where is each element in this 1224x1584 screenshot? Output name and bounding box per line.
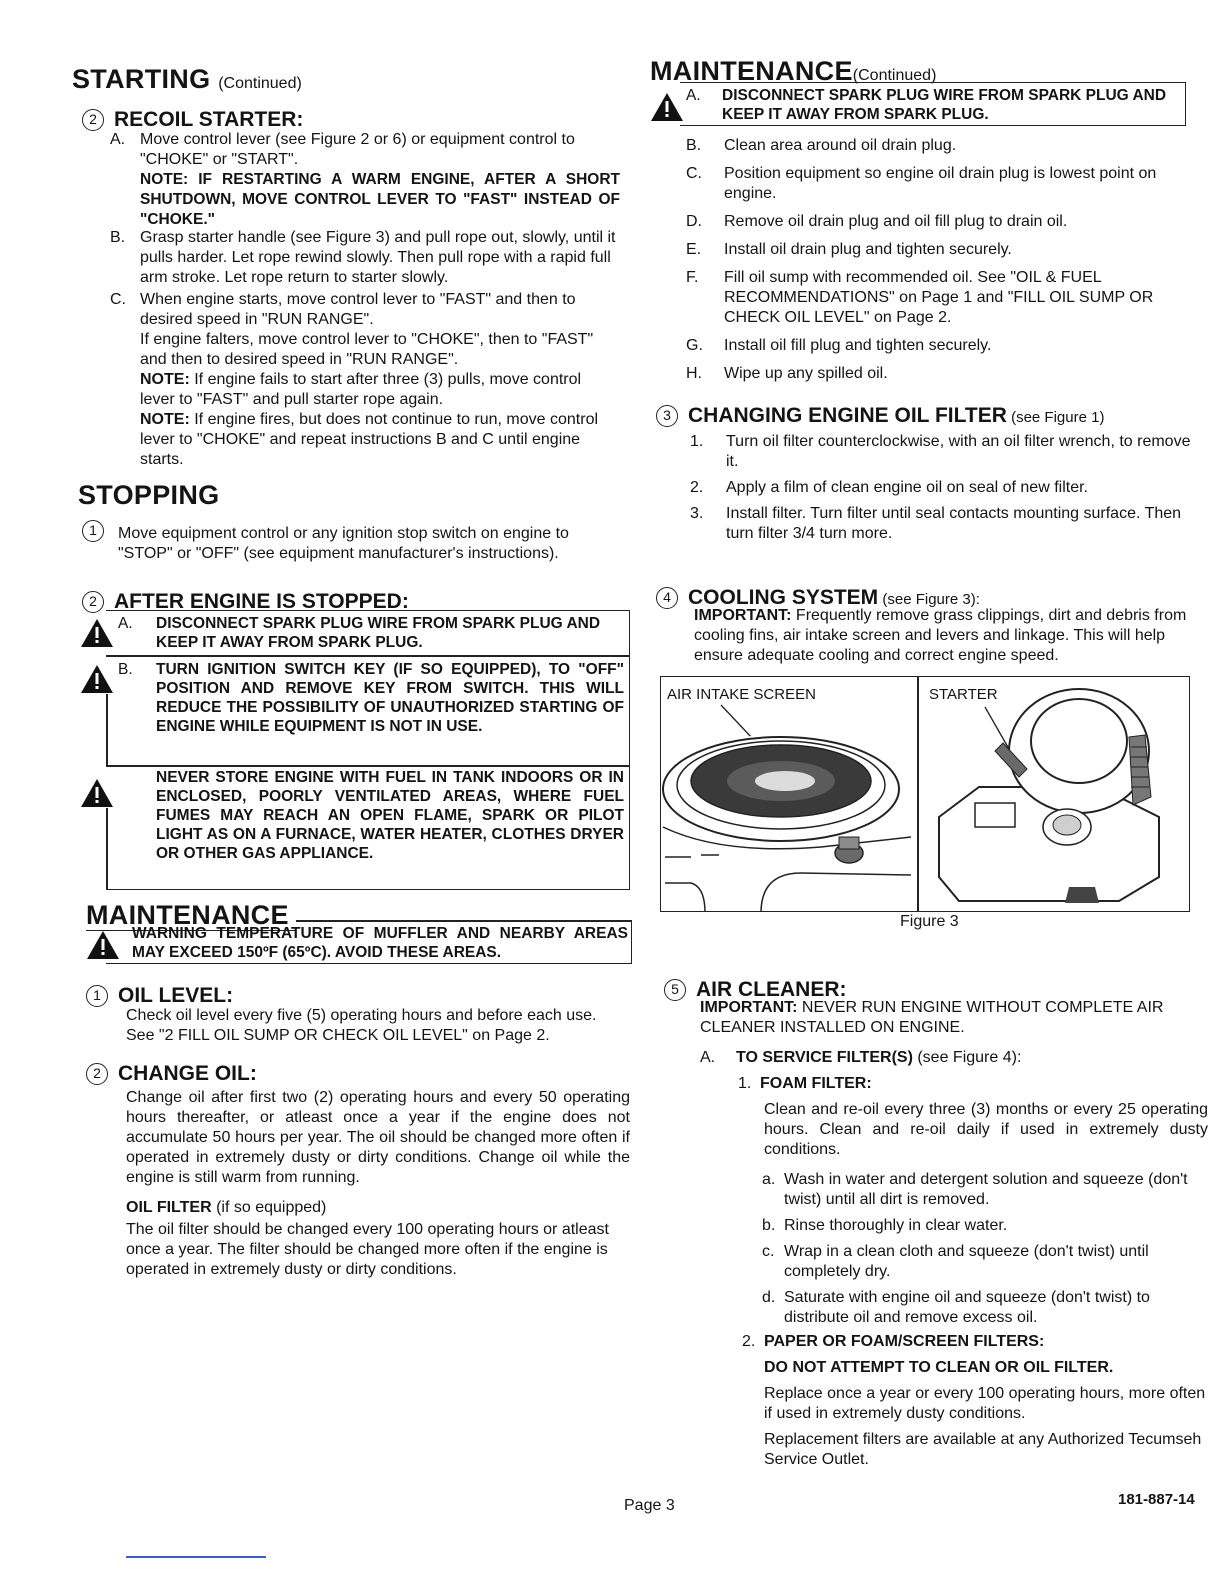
maintenance-continued-heading: MAINTENANCE(Continued) <box>650 56 937 86</box>
air-intake-screen-label: AIR INTAKE SCREEN <box>667 686 816 703</box>
oil-level-text: Check oil level every five (5) operating hours and before each use. See "2 FILL OIL SUMP OR CHECK OIL LEVEL" on Page 2. <box>126 1007 597 1044</box>
maintenance-warning-text: WARNING TEMPERATURE OF MUFFLER AND NEARBY AREAS MAY EXCEED 150ºF (65ºC). AVOID THESE AREAS. <box>132 925 628 961</box>
cooling-system-heading: 4 COOLING SYSTEM (see Figure 3): <box>656 586 980 612</box>
warning-a-text: A. DISCONNECT SPARK PLUG WIRE FROM SPARK PLUG AND KEEP IT AWAY FROM SPARK PLUG. <box>118 615 601 651</box>
footer-rule <box>126 1556 266 1558</box>
warning-triangle-icon <box>80 664 114 694</box>
oil-change-steps <box>686 136 1196 384</box>
step-g: G. Install oil fill plug and tighten securely. <box>686 337 992 354</box>
page-number: Page 3 <box>624 1497 675 1514</box>
service-filters-step: A. TO SERVICE FILTER(S) (see Figure 4): <box>700 1049 1022 1066</box>
starting-heading: STARTING (Continued) <box>72 64 302 94</box>
warning-triangle-icon <box>650 92 684 122</box>
stopping-heading: STOPPING <box>78 480 220 510</box>
document-code: 181-887-14 <box>1118 1491 1195 1508</box>
warning-right-a-text: A. DISCONNECT SPARK PLUG WIRE FROM SPARK PLUG AND KEEP IT AWAY FROM SPARK PLUG. <box>686 87 1167 123</box>
starter-illustration <box>919 677 1190 912</box>
air-intake-screen-illustration <box>661 677 918 912</box>
maintenance-warning-top-edge <box>296 920 632 922</box>
oil-filter-subheading: OIL FILTER (if so equipped) <box>126 1199 327 1216</box>
maintenance-heading: MAINTENANCE <box>86 900 296 931</box>
stop-step-1: 1 Move equipment control or any ignition stop switch on engine to "STOP" or "OFF" (see equipment manufacturer's instructions). <box>82 520 622 564</box>
changing-oil-filter-heading: 3 CHANGING ENGINE OIL FILTER (see Figure 1) <box>656 404 1104 430</box>
oil-filter-steps: 1. Turn oil filter counterclockwise, with an oil filter wrench, to remove it. 2. Apply a film of clean engine oil on seal of new filter. 3. Install filter. Turn filter until seal contacts mounting surface. Then turn filter 3/4 turn more. <box>690 433 1191 542</box>
air-cleaner-important: IMPORTANT: NEVER RUN ENGINE WITHOUT COMPLETE AIR CLEANER INSTALLED ON ENGINE. <box>700 999 1164 1036</box>
recoil-starter-heading: 2 RECOIL STARTER: <box>82 108 303 132</box>
change-oil-text: Change oil after first two (2) operating hours and every 50 operating hours thereafter, or atleast once a year if the engine does not accumulate 50 hours per year. The oil should be changed more often if operated in extremely dusty or dirty conditions. Change oil while the engine is still warm from running. <box>126 1089 630 1186</box>
warning-box-c-edge <box>106 808 108 890</box>
warning-triangle-icon <box>80 778 114 808</box>
warning-c-text: NEVER STORE ENGINE WITH FUEL IN TANK INDOORS OR IN ENCLOSED, POORLY VENTILATED AREAS, WHERE FUEL FUMES MAY REACH AN OPEN FLAME, SPARK OR PILOT LIGHT AS ON A FURNACE, WATER HEATER, CLOTHES DRYER OR OTHER GAS APPLIANCE. <box>156 769 624 862</box>
air-cleaner-heading: 5 AIR CLEANER: <box>664 978 847 1002</box>
warning-b-text: B. TURN IGNITION SWITCH KEY (IF SO EQUIPPED), TO "OFF" POSITION AND REMOVE KEY FROM SWITCH. THIS WILL REDUCE THE POSSIBILITY OF UNAUTHORIZED STARTING OF ENGINE WHILE EQUIPMENT IS NOT IN USE. <box>118 661 624 735</box>
figure-air-intake-panel <box>660 676 918 912</box>
step-b: B. Grasp starter handle (see Figure 3) and pull rope out, slowly, until it pulls harder. Let rope rewind slowly. Then pull rope with a rapid full arm stroke. Let rope return to starter slowly. <box>110 229 616 286</box>
warning-triangle-icon <box>80 618 114 648</box>
foam-filter-substeps: a. Wash in water and detergent solution and squeeze (don't twist) until all dirt is removed. b. Rinse thoroughly in clear water. c. Wrap in a clean cloth and squeeze (don't twist) until completely dry. d. Saturate with engine oil and squeeze (don't twist) to distribute oil and remove excess oil. <box>762 1171 1188 1326</box>
change-oil-heading: 2 CHANGE OIL: <box>86 1062 257 1086</box>
after-engine-stopped-heading: 2 AFTER ENGINE IS STOPPED: <box>82 590 409 614</box>
foam-filter-step: 1. FOAM FILTER: Clean and re-oil every three (3) months or every 25 operating hours. Clean and re-oil daily if used in extremely dusty conditions. <box>738 1075 1208 1158</box>
step-h: H. Wipe up any spilled oil. <box>686 365 888 382</box>
step-d: D. Remove oil drain plug and oil fill plug to drain oil. <box>686 213 1068 230</box>
step-f: F. Fill oil sump with recommended oil. See "OIL & FUEL RECOMMENDATIONS" on Page 1 and "FILL OIL SUMP OR CHECK OIL LEVEL" on Page 2. <box>686 269 1154 326</box>
oil-level-heading: 1 OIL LEVEL: <box>86 984 233 1008</box>
step-a: A. Move control lever (see Figure 2 or 6) or equipment control to "CHOKE" or "START". <box>110 131 575 168</box>
figure-3-caption: Figure 3 <box>900 913 959 930</box>
oil-filter-text: The oil filter should be changed every 100 operating hours or atleast once a year. The filter should be changed more often if the engine is operated in extremely dusty or dirty conditions. <box>126 1221 609 1278</box>
figure-starter-panel <box>918 676 1190 912</box>
paper-filter-step: 2. PAPER OR FOAM/SCREEN FILTERS: DO NOT ATTEMPT TO CLEAN OR OIL FILTER. Replace once a year or every 100 operating hours, more often if used in extremely dusty conditions. Replacement filters are available at any Authorized Tecumseh Service Outlet. <box>742 1333 1206 1468</box>
starter-label: STARTER <box>929 686 998 703</box>
step-e: E. Install oil drain plug and tighten securely. <box>686 241 1012 258</box>
warning-box-b-edge <box>106 694 108 766</box>
step-a-note: NOTE: IF RESTARTING A WARM ENGINE, AFTER A SHORT SHUTDOWN, MOVE CONTROL LEVER TO "FAST" INSTEAD OF "CHOKE." <box>140 171 620 228</box>
warning-triangle-icon <box>86 930 120 960</box>
step-c: C. When engine starts, move control lever to "FAST" and then to desired speed in "RUN RANGE". If engine falters, move control lever to "CHOKE", then to "FAST" and then to desired speed in "RUN RANGE". NOTE: If engine fails to start after three (3) pulls, move control lever to "FAST" and pull starter rope again. NOTE: If engine fires, but does not continue to run, move control lever to "CHOKE" and repeat instructions B and C until engine starts. <box>110 291 599 468</box>
step-b: B. Clean area around oil drain plug. <box>686 137 957 154</box>
step-c: C. Position equipment so engine oil drain plug is lowest point on engine. <box>686 165 1157 202</box>
cooling-system-text: IMPORTANT: Frequently remove grass clippings, dirt and debris from cooling fins, air intake screen and levers and linkage. This will help ensure adequate cooling and correct engine speed. <box>694 607 1187 664</box>
